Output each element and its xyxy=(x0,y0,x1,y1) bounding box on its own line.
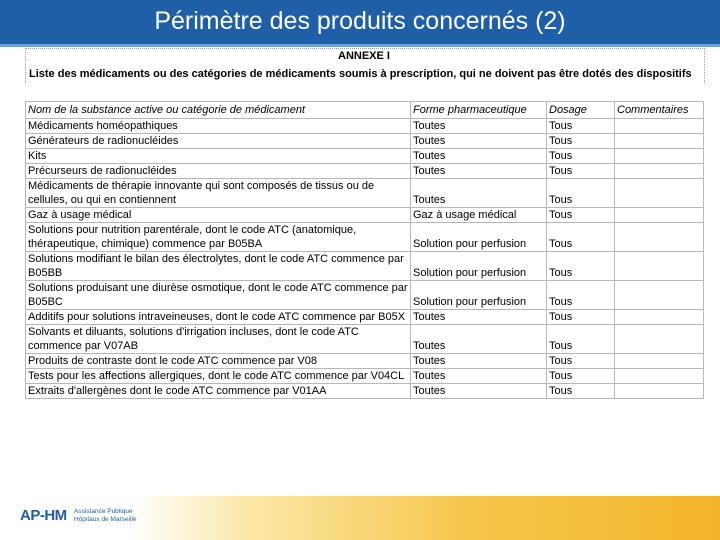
cell-comment xyxy=(615,208,704,223)
annex-title: ANNEXE I xyxy=(338,50,390,62)
cell-name: Extraits d'allergènes dont le code ATC commence par V01AA xyxy=(26,384,411,399)
table-row xyxy=(26,281,704,310)
table-row xyxy=(26,369,704,384)
table-row xyxy=(26,119,704,134)
cell-form: Gaz à usage médical xyxy=(411,208,547,223)
cell-form: Toutes xyxy=(411,384,547,399)
cell-name: Produits de contraste dont le code ATC commence par V08 xyxy=(26,354,411,369)
cell-form: Toutes xyxy=(411,134,547,149)
cell-form: Toutes xyxy=(411,325,547,354)
cell-dose: Tous xyxy=(547,149,615,164)
cell-form: Toutes xyxy=(411,164,547,179)
logo-line-2: Hôpitaux de Marseille xyxy=(74,516,137,523)
annex-subtitle: Liste des médicaments ou des catégories de médicaments soumis à prescription, qui ne doivent pas être dotés des dispositifs xyxy=(29,68,692,80)
slide-title: Périmètre des produits concernés (2) xyxy=(154,7,566,35)
col-header-form: Forme pharmaceutique xyxy=(411,102,547,119)
cell-form: Toutes xyxy=(411,119,547,134)
table-row xyxy=(26,354,704,369)
cell-dose: Tous xyxy=(547,164,615,179)
cell-comment xyxy=(615,252,704,281)
cell-form: Solution pour perfusion xyxy=(411,223,547,252)
cell-form: Toutes xyxy=(411,369,547,384)
cell-name: Précurseurs de radionucléides xyxy=(26,164,411,179)
cell-dose: Tous xyxy=(547,134,615,149)
cell-form: Toutes xyxy=(411,310,547,325)
table-row xyxy=(26,208,704,223)
col-header-dose: Dosage xyxy=(547,102,615,119)
cell-comment xyxy=(615,223,704,252)
cell-form: Solution pour perfusion xyxy=(411,281,547,310)
cell-comment xyxy=(615,325,704,354)
cell-comment xyxy=(615,354,704,369)
cell-comment xyxy=(615,149,704,164)
annex-table xyxy=(25,101,704,399)
table-row xyxy=(26,310,704,325)
table-row xyxy=(26,223,704,252)
cell-comment xyxy=(615,384,704,399)
cell-dose: Tous xyxy=(547,369,615,384)
cell-dose: Tous xyxy=(547,384,615,399)
table-row xyxy=(26,179,704,208)
table-row xyxy=(26,325,704,354)
cell-comment xyxy=(615,179,704,208)
cell-dose: Tous xyxy=(547,281,615,310)
cell-form: Toutes xyxy=(411,179,547,208)
slide-header-bar xyxy=(0,0,720,47)
cell-dose: Tous xyxy=(547,252,615,281)
cell-comment xyxy=(615,310,704,325)
table-header-row xyxy=(26,102,704,119)
table-row xyxy=(26,252,704,281)
annex-excerpt xyxy=(25,48,703,498)
table-row xyxy=(26,164,704,179)
aphm-logo xyxy=(20,505,150,533)
cell-dose: Tous xyxy=(547,325,615,354)
cell-form: Toutes xyxy=(411,354,547,369)
col-header-comment: Commentaires xyxy=(615,102,704,119)
cell-dose: Tous xyxy=(547,310,615,325)
cell-comment xyxy=(615,134,704,149)
cell-name: Kits xyxy=(26,149,411,164)
cell-name: Tests pour les affections allergiques, dont le code ATC commence par V04CL xyxy=(26,369,411,384)
cell-name: Médicaments homéopathiques xyxy=(26,119,411,134)
cell-dose: Tous xyxy=(547,354,615,369)
cell-comment xyxy=(615,119,704,134)
logo-line-1: Assistance Publique xyxy=(74,508,133,515)
col-header-name: Nom de la substance active ou catégorie de médicament xyxy=(26,102,411,119)
cell-comment xyxy=(615,281,704,310)
table-row xyxy=(26,134,704,149)
cell-name: Générateurs de radionucléides xyxy=(26,134,411,149)
cell-name: Additifs pour solutions intraveineuses, dont le code ATC commence par B05X xyxy=(26,310,411,325)
cell-name: Gaz à usage médical xyxy=(26,208,411,223)
cell-dose: Tous xyxy=(547,179,615,208)
cell-name: Médicaments de thérapie innovante qui sont composés de tissus ou de cellules, ou qui en contiennent xyxy=(26,179,411,208)
table-row xyxy=(26,384,704,399)
cell-dose: Tous xyxy=(547,119,615,134)
cell-dose: Tous xyxy=(547,208,615,223)
cell-dose: Tous xyxy=(547,223,615,252)
logo-mark: AP-HM xyxy=(20,507,67,524)
logo-tagline xyxy=(74,508,154,524)
cell-name: Solutions modifiant le bilan des électrolytes, dont le code ATC commence par B05BB xyxy=(26,252,411,281)
cell-name: Solvants et diluants, solutions d'irrigation incluses, dont le code ATC commence par V07AB xyxy=(26,325,411,354)
cell-form: Solution pour perfusion xyxy=(411,252,547,281)
table-row xyxy=(26,149,704,164)
cell-comment xyxy=(615,164,704,179)
cell-name: Solutions pour nutrition parentérale, dont le code ATC (anatomique, thérapeutique, chimique) commence par B05BA xyxy=(26,223,411,252)
cell-comment xyxy=(615,369,704,384)
cell-form: Toutes xyxy=(411,149,547,164)
cell-name: Solutions produisant une diurèse osmotique, dont le code ATC commence par B05BC xyxy=(26,281,411,310)
